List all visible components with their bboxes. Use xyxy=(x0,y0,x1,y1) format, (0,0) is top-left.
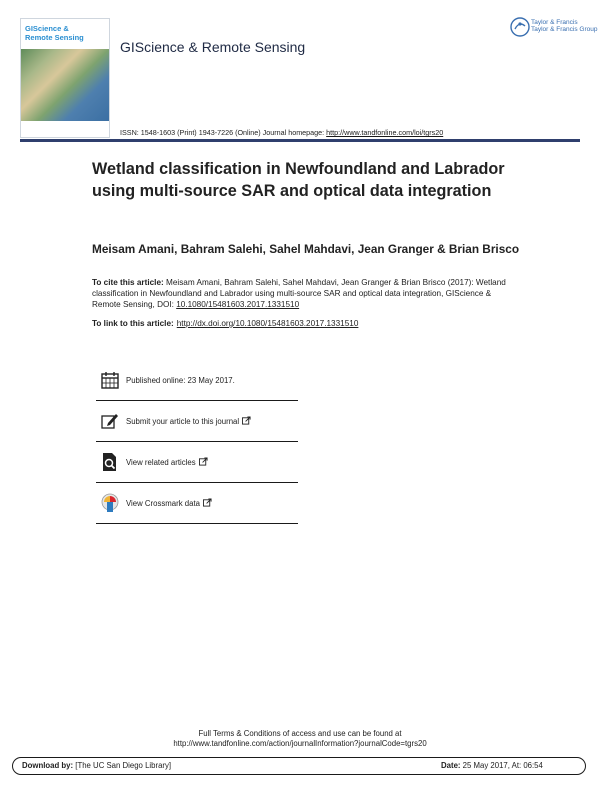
crossmark-item[interactable] xyxy=(96,483,298,524)
download-info-bar xyxy=(12,757,586,775)
terms-line-1: Full Terms & Conditions of access and use can be found at xyxy=(198,729,402,738)
download-date: Date: 25 May 2017, At: 06:54 xyxy=(441,761,543,770)
article-link-line xyxy=(92,319,358,328)
pencil-icon xyxy=(100,411,120,431)
cover-map-image xyxy=(21,49,109,121)
publisher-logo-text: Taylor & Francis Taylor & Francis Group xyxy=(531,19,598,33)
header-divider xyxy=(20,139,580,142)
calendar-icon xyxy=(100,370,120,390)
article-authors: Meisam Amani, Bahram Salehi, Sahel Mahdavi, Jean Granger & Brian Brisco xyxy=(92,242,520,256)
article-title: Wetland classification in Newfoundland and Labrador using multi-source SAR and optical data integration xyxy=(92,160,505,200)
cover-header xyxy=(21,19,109,49)
crossmark-icon xyxy=(100,493,120,513)
citation-label: To cite this article: xyxy=(92,278,164,287)
downloaded-by: Download by: [The UC San Diego Library] xyxy=(22,761,172,770)
cover-title: GIScience & Remote Sensing xyxy=(25,24,84,42)
external-link-icon xyxy=(203,498,212,507)
issn-text: ISSN: 1548-1603 (Print) 1943-7226 (Online) Journal homepage: xyxy=(120,128,327,137)
journal-homepage-link[interactable]: http://www.tandfonline.com/loi/tgrs20 xyxy=(326,128,444,137)
citation-text: Meisam Amani, Bahram Salehi, Sahel Mahdavi, Jean Granger & Brian Brisco (2017): Wetland classification in Newfoundland and Labrador using multi-source SAR and optical data integration, GIScience & Remote Sensing, DOI: xyxy=(92,278,506,309)
related-articles-label: View related articles xyxy=(126,457,208,467)
issn-line xyxy=(120,128,443,137)
journal-cover-image xyxy=(20,18,110,138)
external-link-icon xyxy=(199,457,208,466)
article-actions-list xyxy=(96,360,298,524)
doi-link[interactable]: 10.1080/15481603.2017.1331510 xyxy=(176,300,300,309)
submit-article-label: Submit your article to this journal xyxy=(126,416,251,426)
article-link-label: To link to this article: xyxy=(92,319,174,328)
article-link-url[interactable]: http://dx.doi.org/10.1080/15481603.2017.1331510 xyxy=(176,319,359,328)
journal-title: GIScience & Remote Sensing xyxy=(120,39,306,55)
terms-line-2[interactable]: http://www.tandfonline.com/action/journalInformation?journalCode=tgrs20 xyxy=(173,739,427,748)
related-articles-item[interactable] xyxy=(96,442,298,483)
submit-article-item[interactable] xyxy=(96,401,298,442)
external-link-icon xyxy=(242,416,251,425)
published-online-label: Published online: 23 May 2017. xyxy=(126,375,235,385)
citation-block xyxy=(92,277,510,310)
cover-footer xyxy=(21,121,109,137)
published-online-item xyxy=(96,360,298,401)
search-icon xyxy=(100,452,120,472)
crossmark-label: View Crossmark data xyxy=(126,498,212,508)
